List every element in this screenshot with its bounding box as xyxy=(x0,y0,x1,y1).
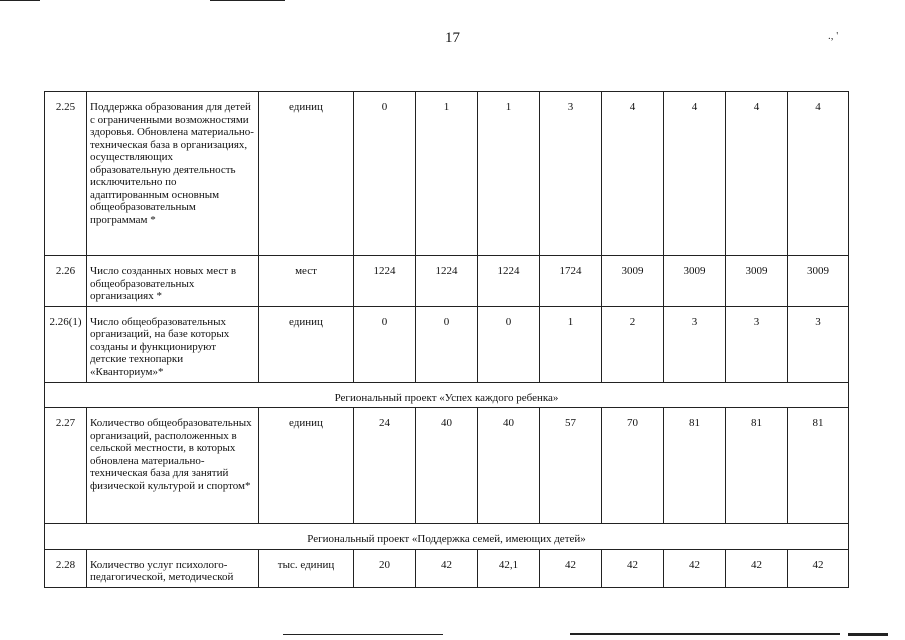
unit-cell: единиц xyxy=(259,306,354,382)
value-cell: 1224 xyxy=(478,256,540,307)
indicator-name: Число созданных новых мест в общеобразовательных организациях * xyxy=(87,256,259,307)
value-cell: 20 xyxy=(354,549,416,587)
value-cell: 42 xyxy=(788,549,849,587)
value-cell: 3009 xyxy=(602,256,664,307)
value-cell: 1224 xyxy=(416,256,478,307)
value-cell: 24 xyxy=(354,408,416,524)
value-cell: 81 xyxy=(788,408,849,524)
value-cell: 0 xyxy=(354,306,416,382)
value-cell: 42,1 xyxy=(478,549,540,587)
value-cell: 40 xyxy=(416,408,478,524)
value-cell: 70 xyxy=(602,408,664,524)
indicator-name: Число общеобразовательных организаций, на базе которых созданы и функционируют детские технопарки «Кванториум»* xyxy=(87,306,259,382)
value-cell: 4 xyxy=(602,92,664,256)
value-cell: 4 xyxy=(664,92,726,256)
value-cell: 0 xyxy=(354,92,416,256)
section-row xyxy=(45,382,849,408)
value-cell: 3009 xyxy=(664,256,726,307)
row-number: 2.27 xyxy=(45,408,87,524)
value-cell: 1 xyxy=(478,92,540,256)
value-cell: 1224 xyxy=(354,256,416,307)
value-cell: 4 xyxy=(788,92,849,256)
value-cell: 3 xyxy=(788,306,849,382)
indicator-table xyxy=(44,91,849,588)
value-cell: 0 xyxy=(416,306,478,382)
indicator-name: Количество услуг психолого-педагогической, методической xyxy=(87,549,259,587)
value-cell: 81 xyxy=(664,408,726,524)
row-number: 2.25 xyxy=(45,92,87,256)
value-cell: 3 xyxy=(664,306,726,382)
value-cell: 42 xyxy=(602,549,664,587)
bottom-scan-line xyxy=(848,633,888,636)
value-cell: 42 xyxy=(540,549,602,587)
row-number: 2.26 xyxy=(45,256,87,307)
bottom-scan-line xyxy=(570,633,840,635)
table-body xyxy=(45,92,849,588)
row-number: 2.26(1) xyxy=(45,306,87,382)
unit-cell: тыс. единиц xyxy=(259,549,354,587)
value-cell: 42 xyxy=(726,549,788,587)
value-cell: 57 xyxy=(540,408,602,524)
row-number: 2.28 xyxy=(45,549,87,587)
value-cell: 42 xyxy=(416,549,478,587)
indicator-name: Поддержка образования для детей с ограниченными возможностями здоровья. Обновлена материально-техническая база в организациях, осуществляющих образовательную деятельность исключительно по адаптированным основным общеобразовательным программам * xyxy=(87,92,259,256)
unit-cell: мест xyxy=(259,256,354,307)
value-cell: 2 xyxy=(602,306,664,382)
table-row xyxy=(45,256,849,307)
top-scan-line xyxy=(210,0,285,1)
section-title: Региональный проект «Успех каждого ребенка» xyxy=(45,382,849,408)
indicator-name: Количество общеобразовательных организаций, расположенных в сельской местности, в которых обновлена материально-техническая база для занятий физической культурой и спортом* xyxy=(87,408,259,524)
value-cell: 1 xyxy=(416,92,478,256)
value-cell: 1 xyxy=(540,306,602,382)
table-row xyxy=(45,92,849,256)
unit-cell: единиц xyxy=(259,408,354,524)
unit-cell: единиц xyxy=(259,92,354,256)
value-cell: 3 xyxy=(726,306,788,382)
value-cell: 0 xyxy=(478,306,540,382)
value-cell: 3009 xyxy=(788,256,849,307)
section-title: Региональный проект «Поддержка семей, имеющих детей» xyxy=(45,524,849,550)
table-row xyxy=(45,549,849,587)
value-cell: 3 xyxy=(540,92,602,256)
value-cell: 81 xyxy=(726,408,788,524)
page-number: 17 xyxy=(445,30,460,46)
value-cell: 1724 xyxy=(540,256,602,307)
value-cell: 40 xyxy=(478,408,540,524)
corner-mark: ., ' xyxy=(828,30,839,42)
top-scan-line xyxy=(0,0,40,1)
value-cell: 3009 xyxy=(726,256,788,307)
table-row xyxy=(45,306,849,382)
table-row xyxy=(45,408,849,524)
value-cell: 4 xyxy=(726,92,788,256)
section-row xyxy=(45,524,849,550)
bottom-scan-line xyxy=(283,634,443,635)
value-cell: 42 xyxy=(664,549,726,587)
